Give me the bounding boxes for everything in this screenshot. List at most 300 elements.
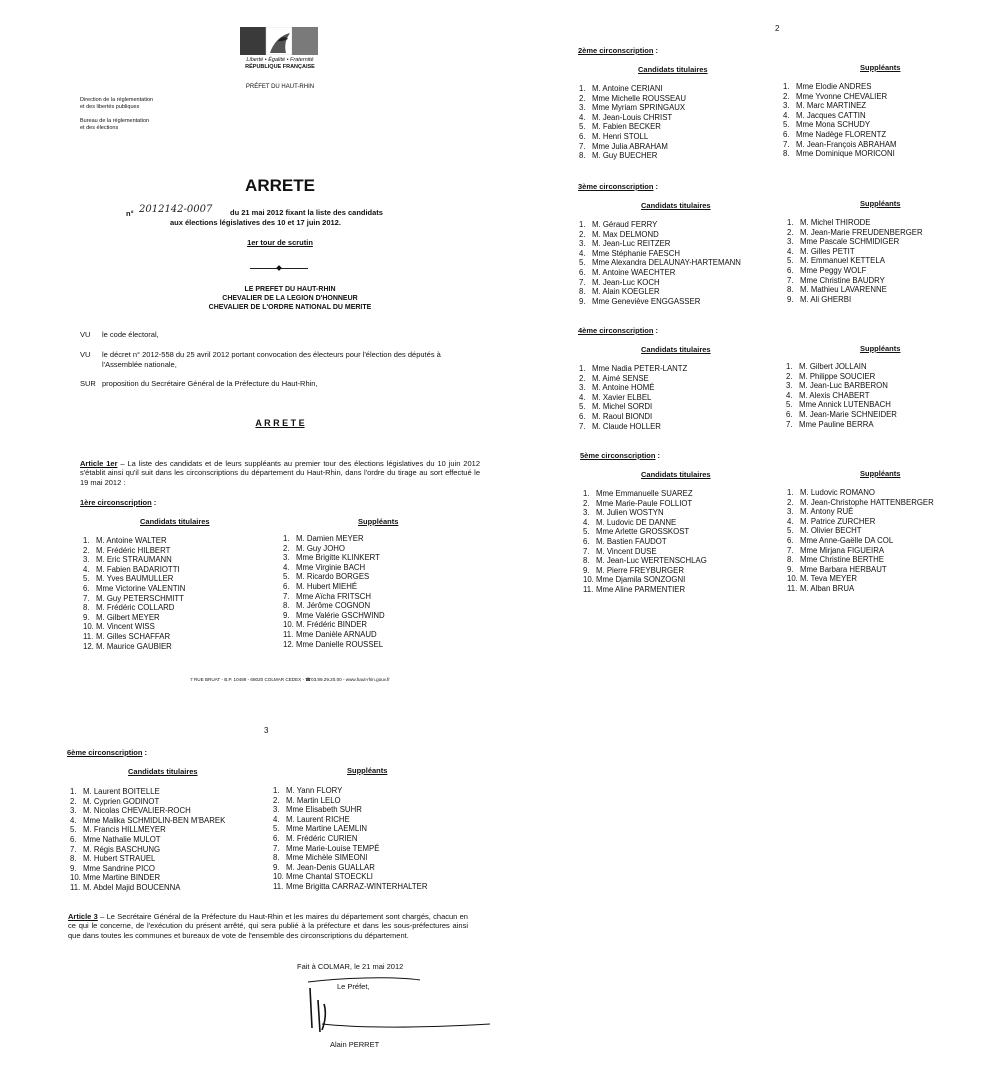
- candidate-item: [70, 797, 225, 807]
- candidate-number: 4.: [579, 112, 586, 122]
- candidate-number: 5.: [787, 526, 794, 536]
- candidate-name: Mme Martine LAEMLIN: [286, 824, 368, 834]
- candidate-number: 8.: [583, 556, 590, 566]
- circ4-titulaires-header: Candidats titulaires: [641, 345, 711, 354]
- marianne-logo-icon: [240, 27, 318, 55]
- candidate-number: 5.: [579, 402, 586, 412]
- candidate-number: 11.: [583, 584, 594, 594]
- candidate-item: [273, 882, 428, 892]
- circ5-titulaires-list: [583, 489, 707, 595]
- candidate-number: 8.: [579, 287, 586, 297]
- candidate-name: M. Patrice ZURCHER: [800, 516, 876, 526]
- circ4-suppleants-list: [786, 362, 897, 429]
- candidate-number: 4.: [787, 246, 794, 256]
- candidate-name: M. Antoine HOMÉ: [592, 383, 655, 393]
- candidate-name: M. Géraud FERRY: [592, 220, 658, 229]
- candidate-item: [583, 566, 707, 576]
- candidate-item: [283, 572, 385, 582]
- candidate-name: M. Gilbert MEYER: [96, 612, 160, 622]
- candidate-name: M. Damien MEYER: [296, 534, 364, 543]
- candidate-item: [583, 575, 707, 585]
- le-prefet: Le Préfet,: [337, 982, 370, 991]
- candidate-item: [786, 372, 897, 382]
- candidate-item: [787, 285, 923, 295]
- candidate-item: [83, 594, 185, 604]
- candidate-number: 3.: [579, 383, 586, 393]
- candidate-name: Mme Pascale SCHMIDIGER: [800, 237, 900, 247]
- candidate-number: 11.: [70, 882, 81, 892]
- candidate-number: 6.: [787, 265, 794, 275]
- candidate-number: 10.: [787, 574, 798, 584]
- candidate-number: 1.: [579, 220, 586, 229]
- candidate-item: [83, 632, 185, 642]
- circ3-titulaires-header: Candidats titulaires: [641, 201, 711, 210]
- candidate-name: M. Jean-Luc BARBERON: [799, 381, 888, 391]
- candidate-number: 3.: [783, 101, 790, 111]
- candidate-number: 2.: [83, 545, 90, 555]
- sur-label: SUR: [80, 379, 96, 388]
- candidate-item: [787, 574, 934, 584]
- candidate-item: [273, 824, 428, 834]
- candidate-name: M. Vincent WISS: [96, 622, 155, 632]
- candidate-name: Mme Pauline BERRA: [799, 419, 874, 429]
- candidate-item: [579, 122, 686, 132]
- candidate-number: 4.: [273, 814, 280, 824]
- page-number-2: 2: [775, 24, 780, 33]
- candidate-name: Mme Stéphanie FAESCH: [592, 248, 680, 258]
- candidate-number: 5.: [786, 400, 793, 410]
- candidate-number: 1.: [583, 489, 590, 498]
- vu-text-1: le code électoral,: [102, 330, 159, 339]
- candidate-item: [83, 642, 185, 652]
- candidate-number: 6.: [579, 131, 586, 141]
- candidate-name: M. Abdel Majid BOUCENNA: [83, 882, 181, 892]
- candidate-name: M. Pierre FREYBURGER: [596, 565, 684, 575]
- fait-a-colmar: Fait à COLMAR, le 21 mai 2012: [297, 962, 404, 971]
- candidate-item: [579, 239, 741, 249]
- candidate-name: Mme Virginie BACH: [296, 562, 366, 572]
- circ6-titulaires-header: Candidats titulaires: [128, 767, 198, 776]
- candidate-name: M. Jean-Marie SCHNEIDER: [799, 409, 897, 419]
- candidate-number: 1.: [579, 364, 586, 373]
- candidate-name: M. Mathieu LAVARENNE: [800, 285, 887, 295]
- candidate-number: 7.: [583, 546, 590, 556]
- direction-block: Direction de la réglementation et des libertés publiques: [80, 97, 154, 110]
- circ3-suppleants-list: [787, 218, 923, 304]
- candidate-name: M. Raoul BIONDI: [592, 411, 653, 421]
- candidate-number: 4.: [786, 390, 793, 400]
- candidate-name: M. Jean-Denis GUALLAR: [286, 862, 375, 872]
- candidate-name: Mme Christine BERTHE: [800, 555, 884, 565]
- page-number-3: 3: [264, 726, 269, 735]
- candidate-name: M. Emmanuel KETTELA: [800, 256, 885, 266]
- signature-icon: [300, 970, 495, 1036]
- candidate-number: 6.: [787, 535, 794, 545]
- candidate-name: M. Michel SORDI: [592, 402, 653, 412]
- candidate-name: M. Olivier BECHT: [800, 526, 862, 536]
- candidate-item: [579, 258, 741, 268]
- tour-heading: 1er tour de scrutin: [247, 238, 313, 247]
- candidate-name: Mme Mona SCHUDY: [796, 120, 871, 130]
- candidate-name: M. Alban BRUA: [800, 583, 855, 593]
- circ5-titulaires-header: Candidats titulaires: [641, 470, 711, 479]
- candidate-item: [83, 555, 185, 565]
- signatory-name: Alain PERRET: [330, 1040, 380, 1049]
- candidate-number: 8.: [579, 151, 586, 161]
- candidate-number: 9.: [70, 863, 77, 873]
- candidate-item: [783, 111, 897, 121]
- candidate-name: M. Teva MEYER: [800, 574, 858, 584]
- candidate-number: 3.: [786, 381, 793, 391]
- candidate-number: 12.: [283, 639, 294, 649]
- candidate-name: M. Cyprien GODINOT: [83, 796, 160, 806]
- candidate-item: [787, 237, 923, 247]
- candidate-name: Mme Danièle ARNAUD: [296, 629, 377, 639]
- candidate-name: Mme Michèle SIMEONI: [286, 853, 368, 863]
- candidate-number: 7.: [273, 843, 280, 853]
- candidate-name: M. Fabien BECKER: [592, 122, 661, 132]
- candidate-number: 2.: [787, 227, 794, 237]
- candidate-name: Mme Barbara HERBAUT: [800, 564, 887, 574]
- candidate-name: M. Ludovic DE DANNE: [596, 517, 677, 527]
- circ6-suppleants-header: Suppléants: [347, 766, 388, 775]
- candidate-item: [273, 853, 428, 863]
- prefet-line: PRÉFET DU HAUT-RHIN: [245, 84, 315, 90]
- candidate-item: [273, 872, 428, 882]
- candidate-name: Mme Annick LUTENBACH: [799, 400, 891, 410]
- candidate-name: Mme Nadège FLORENTZ: [796, 129, 887, 139]
- candidate-number: 6.: [283, 581, 290, 591]
- candidate-number: 2.: [787, 497, 794, 507]
- candidate-number: 10.: [283, 620, 294, 630]
- candidate-name: M. Fabien BADARIOTTI: [96, 564, 180, 574]
- candidate-name: Mme Malika SCHMIDLIN-BEN M'BAREK: [83, 815, 226, 825]
- candidate-item: [787, 498, 934, 508]
- circ2-titulaires-header: Candidats titulaires: [638, 65, 708, 74]
- candidate-name: M. Jean-Luc KOCH: [592, 277, 660, 287]
- candidate-name: M. Francis HILLMEYER: [83, 825, 166, 835]
- candidate-item: [579, 297, 741, 307]
- candidate-number: 7.: [579, 421, 586, 431]
- circ1-titulaires-list: [83, 536, 185, 651]
- candidate-item: [787, 536, 934, 546]
- candidate-item: [787, 517, 934, 527]
- candidate-item: [579, 374, 687, 384]
- candidate-item: [579, 249, 741, 259]
- candidate-name: M. Ricardo BORGES: [296, 572, 370, 582]
- candidate-number: 5.: [83, 574, 90, 584]
- candidate-number: 8.: [283, 601, 290, 611]
- candidate-name: Mme Peggy WOLF: [800, 265, 867, 275]
- circ2-suppleants-list: [783, 82, 897, 159]
- candidate-name: M. Jean-Christophe HATTENBERGER: [800, 497, 934, 507]
- candidate-name: M. Laurent BOITELLE: [83, 787, 160, 796]
- candidate-name: Mme Geneviève ENGGASSER: [592, 296, 701, 306]
- candidate-name: M. Frédéric HILBERT: [96, 545, 171, 555]
- candidate-item: [283, 630, 385, 640]
- sur-text: proposition du Secrétaire Général de la Préfecture du Haut-Rhin,: [102, 379, 318, 388]
- candidate-number: 5.: [579, 258, 586, 268]
- candidate-number: 7.: [787, 545, 794, 555]
- candidate-name: Mme Danielle ROUSSEL: [296, 639, 384, 649]
- candidate-name: Mme Alexandra DELAUNAY-HARTEMANN: [592, 258, 741, 268]
- prefet-titles: LE PREFET DU HAUT-RHIN CHEVALIER DE LA LEGION D'HONNEUR CHEVALIER DE L'ORDRE NATIONAL DU MERITE: [208, 286, 372, 312]
- candidate-name: M. Maurice GAUBIER: [96, 641, 172, 651]
- candidate-number: 9.: [273, 862, 280, 872]
- article-1-text: – La liste des candidats et de leurs suppléants au premier tour des élections législatives du 10 juin 2012 s'établit ainsi qu'il suit dans les circonscriptions du département du Haut-Rhin, dans l'ordre du tirage au sort effectué le 19 mai 2012 :: [80, 459, 480, 487]
- candidate-item: [786, 400, 897, 410]
- candidate-item: [70, 825, 225, 835]
- candidate-item: [70, 806, 225, 816]
- candidate-name: M. Guy BUECHER: [592, 151, 658, 161]
- candidate-name: Mme Anne-Gaëlle DA COL: [800, 535, 894, 545]
- candidate-name: M. Jacques CATTIN: [796, 110, 866, 120]
- vu-label-2: VU: [80, 350, 91, 359]
- candidate-name: M. Alain KOEGLER: [592, 287, 660, 297]
- candidate-name: M. Jérôme COGNON: [296, 601, 371, 611]
- candidate-number: 1.: [273, 786, 280, 795]
- circ4-suppleants-header: Suppléants: [860, 344, 901, 353]
- candidate-name: M. Eric STRAUMANN: [96, 555, 172, 565]
- candidate-item: [787, 256, 923, 266]
- candidate-number: 2.: [579, 229, 586, 239]
- candidate-item: [787, 565, 934, 575]
- arrete-subtitle-2: aux élections législatives des 10 et 17 juin 2012.: [170, 218, 341, 227]
- candidate-item: [70, 854, 225, 864]
- candidate-name: Mme Elisabeth SUHR: [286, 805, 362, 815]
- candidate-item: [579, 287, 741, 297]
- candidate-number: 7.: [283, 591, 290, 601]
- candidate-number: 1.: [283, 534, 290, 543]
- candidate-number: 11.: [83, 631, 94, 641]
- candidate-item: [579, 402, 687, 412]
- candidate-name: Mme Myriam SPRINGAUX: [592, 103, 686, 113]
- candidate-number: 4.: [583, 517, 590, 527]
- candidate-item: [579, 103, 686, 113]
- candidate-number: 5.: [583, 527, 590, 537]
- candidate-name: M. Frédéric BINDER: [296, 620, 368, 630]
- candidate-number: 4.: [83, 564, 90, 574]
- candidate-name: Mme Brigitte KLINKERT: [296, 553, 380, 563]
- candidate-number: 2.: [583, 498, 590, 508]
- candidate-number: 10.: [83, 622, 94, 632]
- candidate-name: Mme Michelle ROUSSEAU: [592, 93, 687, 103]
- circ6-suppleants-list: [273, 786, 428, 892]
- candidate-item: [283, 601, 385, 611]
- candidate-item: [83, 613, 185, 623]
- candidate-item: [70, 787, 225, 797]
- candidate-name: M. Ludovic ROMANO: [800, 488, 875, 497]
- candidate-item: [786, 410, 897, 420]
- candidate-name: M. Yves BAUMULLER: [96, 574, 174, 584]
- candidate-name: Mme Aïcha FRITSCH: [296, 591, 371, 601]
- candidate-item: [579, 94, 686, 104]
- candidate-item: [579, 151, 686, 161]
- candidate-item: [583, 556, 707, 566]
- candidate-number: 6.: [273, 833, 280, 843]
- candidate-item: [579, 383, 687, 393]
- candidate-number: 6.: [783, 129, 790, 139]
- candidate-item: [283, 563, 385, 573]
- candidate-name: Mme Mirjana FIGUEIRA: [800, 545, 885, 555]
- candidate-name: M. Jean-Luc REITZER: [592, 239, 671, 249]
- candidate-name: Mme Nadia PETER-LANTZ: [592, 364, 688, 373]
- candidate-name: M. Aimé SENSE: [592, 373, 649, 383]
- circ6-heading: 6ème circonscription :: [67, 748, 148, 757]
- candidate-name: M. Antony RUÉ: [800, 507, 854, 517]
- candidate-number: 2.: [786, 371, 793, 381]
- candidate-item: [70, 883, 225, 893]
- candidate-item: [283, 534, 385, 544]
- candidate-number: 5.: [273, 824, 280, 834]
- candidate-item: [787, 218, 923, 228]
- candidate-number: 5.: [283, 572, 290, 582]
- candidate-name: M. Antoine WALTER: [96, 536, 167, 545]
- candidate-number: 3.: [583, 508, 590, 518]
- candidate-name: M. Jean-Louis CHRIST: [592, 112, 673, 122]
- candidate-number: 3.: [579, 103, 586, 113]
- candidate-number: 9.: [787, 294, 794, 304]
- candidate-item: [783, 92, 897, 102]
- candidate-item: [787, 555, 934, 565]
- candidate-name: Mme Elodie ANDRES: [796, 82, 872, 91]
- candidate-number: 6.: [579, 267, 586, 277]
- candidate-item: [787, 228, 923, 238]
- candidate-name: M. Bastien FAUDOT: [596, 536, 667, 546]
- candidate-item: [787, 247, 923, 257]
- candidate-name: Mme Chantal STOECKLI: [286, 872, 373, 882]
- candidate-name: M. Michel THIRODE: [800, 218, 871, 227]
- candidate-number: 9.: [283, 610, 290, 620]
- circ1-suppleants-header: Suppléants: [358, 517, 399, 526]
- candidate-number: 2.: [579, 373, 586, 383]
- candidate-item: [83, 546, 185, 556]
- candidate-number: 12.: [83, 641, 94, 651]
- circ3-heading: 3ème circonscription :: [578, 182, 659, 191]
- candidate-name: Mme Djamila SONZOGNI: [596, 575, 686, 585]
- candidate-name: M. Antoine CERIANI: [592, 84, 663, 93]
- candidate-name: M. Martin LELO: [286, 795, 341, 805]
- candidate-item: [783, 101, 897, 111]
- candidate-name: M. Frédéric CURIEN: [286, 833, 358, 843]
- candidate-number: 3.: [283, 553, 290, 563]
- candidate-number: 2.: [783, 91, 790, 101]
- candidate-item: [83, 574, 185, 584]
- circ5-suppleants-list: [787, 488, 934, 594]
- candidate-number: 8.: [83, 603, 90, 613]
- candidate-number: 3.: [787, 237, 794, 247]
- candidate-name: M. Frédéric COLLARD: [96, 603, 175, 613]
- candidate-item: [787, 526, 934, 536]
- candidate-item: [787, 507, 934, 517]
- candidate-item: [579, 393, 687, 403]
- candidate-name: Mme Arlette GROSSKOST: [596, 527, 690, 537]
- candidate-item: [579, 422, 687, 432]
- candidate-name: M. Régis BASCHUNG: [83, 844, 161, 854]
- circ3-suppleants-header: Suppléants: [860, 199, 901, 208]
- candidate-item: [273, 863, 428, 873]
- candidate-number: 9.: [583, 565, 590, 575]
- article-3: [68, 912, 468, 940]
- candidate-number: 8.: [787, 285, 794, 295]
- vu-text-2: le décret n° 2012-558 du 25 avril 2012 portant convocation des électeurs pour l'élection des députés à l'Assemblée nationale,: [102, 350, 441, 369]
- candidate-name: M. Julien WOSTYN: [596, 508, 664, 518]
- article-3-label: Article 3: [68, 912, 98, 921]
- candidate-item: [787, 266, 923, 276]
- circ4-titulaires-list: [579, 364, 687, 431]
- candidate-number: 6.: [786, 409, 793, 419]
- candidate-number: 7.: [783, 139, 790, 149]
- candidate-number: 1.: [83, 536, 90, 545]
- candidate-number: 6.: [583, 536, 590, 546]
- candidate-item: [579, 113, 686, 123]
- candidate-name: M. Antoine WAECHTER: [592, 267, 676, 277]
- candidate-item: [83, 565, 185, 575]
- candidate-number: 7.: [787, 275, 794, 285]
- candidate-number: 3.: [787, 507, 794, 517]
- candidate-number: 11.: [787, 583, 798, 593]
- candidate-name: Mme Nathalie MULOT: [83, 834, 161, 844]
- candidate-item: [579, 230, 741, 240]
- candidate-number: 1.: [70, 787, 77, 796]
- candidate-item: [583, 527, 707, 537]
- candidate-name: Mme Victorine VALENTIN: [96, 583, 186, 593]
- candidate-name: M. Gilles PETIT: [800, 246, 855, 256]
- candidate-number: 4.: [579, 392, 586, 402]
- candidate-item: [273, 786, 428, 796]
- candidate-number: 3.: [579, 239, 586, 249]
- candidate-item: [783, 130, 897, 140]
- candidate-item: [583, 508, 707, 518]
- circ2-heading: 2ème circonscription :: [578, 46, 659, 55]
- candidate-name: Mme Christine BAUDRY: [800, 275, 885, 285]
- republic-name: RÉPUBLIQUE FRANÇAISE: [245, 64, 315, 70]
- candidate-item: [787, 276, 923, 286]
- candidate-number: 6.: [83, 583, 90, 593]
- candidate-number: 8.: [273, 853, 280, 863]
- circ2-suppleants-header: Suppléants: [860, 63, 901, 72]
- candidate-name: Mme Marie-Paule FOLLIOT: [596, 498, 693, 508]
- candidate-number: 5.: [70, 825, 77, 835]
- circ6-titulaires-list: [70, 787, 225, 893]
- vu-label-1: VU: [80, 330, 91, 339]
- candidate-item: [786, 420, 897, 430]
- candidate-item: [783, 140, 897, 150]
- candidate-item: [283, 640, 385, 650]
- candidate-item: [579, 132, 686, 142]
- candidate-name: M. Xavier ELBEL: [592, 392, 652, 402]
- candidate-name: M. Yann FLORY: [286, 786, 343, 795]
- candidate-name: Mme Martine BINDER: [83, 873, 161, 883]
- candidate-item: [70, 816, 225, 826]
- candidate-item: [273, 796, 428, 806]
- candidate-name: M. Laurent RICHE: [286, 814, 350, 824]
- candidate-name: Mme Julia ABRAHAM: [592, 141, 668, 151]
- candidate-number: 1.: [787, 218, 794, 227]
- candidate-name: Mme Yvonne CHEVALIER: [796, 91, 888, 101]
- candidate-number: 1.: [783, 82, 790, 91]
- candidate-number: 5.: [783, 120, 790, 130]
- candidate-number: 7.: [579, 277, 586, 287]
- footer-address: 7 RUE BRUAT - B.P. 10489 - 68020 COLMAR CEDEX - ☎03.89.29.20.00 - www.haut-rhin.gouv.fr: [190, 677, 390, 682]
- candidate-name: M. Nicolas CHEVALIER-ROCH: [83, 806, 191, 816]
- candidate-number: 8.: [783, 149, 790, 159]
- candidate-number: 8.: [70, 854, 77, 864]
- candidate-name: M. Gilles SCHAFFAR: [96, 631, 171, 641]
- candidate-item: [273, 805, 428, 815]
- candidate-item: [787, 584, 934, 594]
- candidate-item: [283, 553, 385, 563]
